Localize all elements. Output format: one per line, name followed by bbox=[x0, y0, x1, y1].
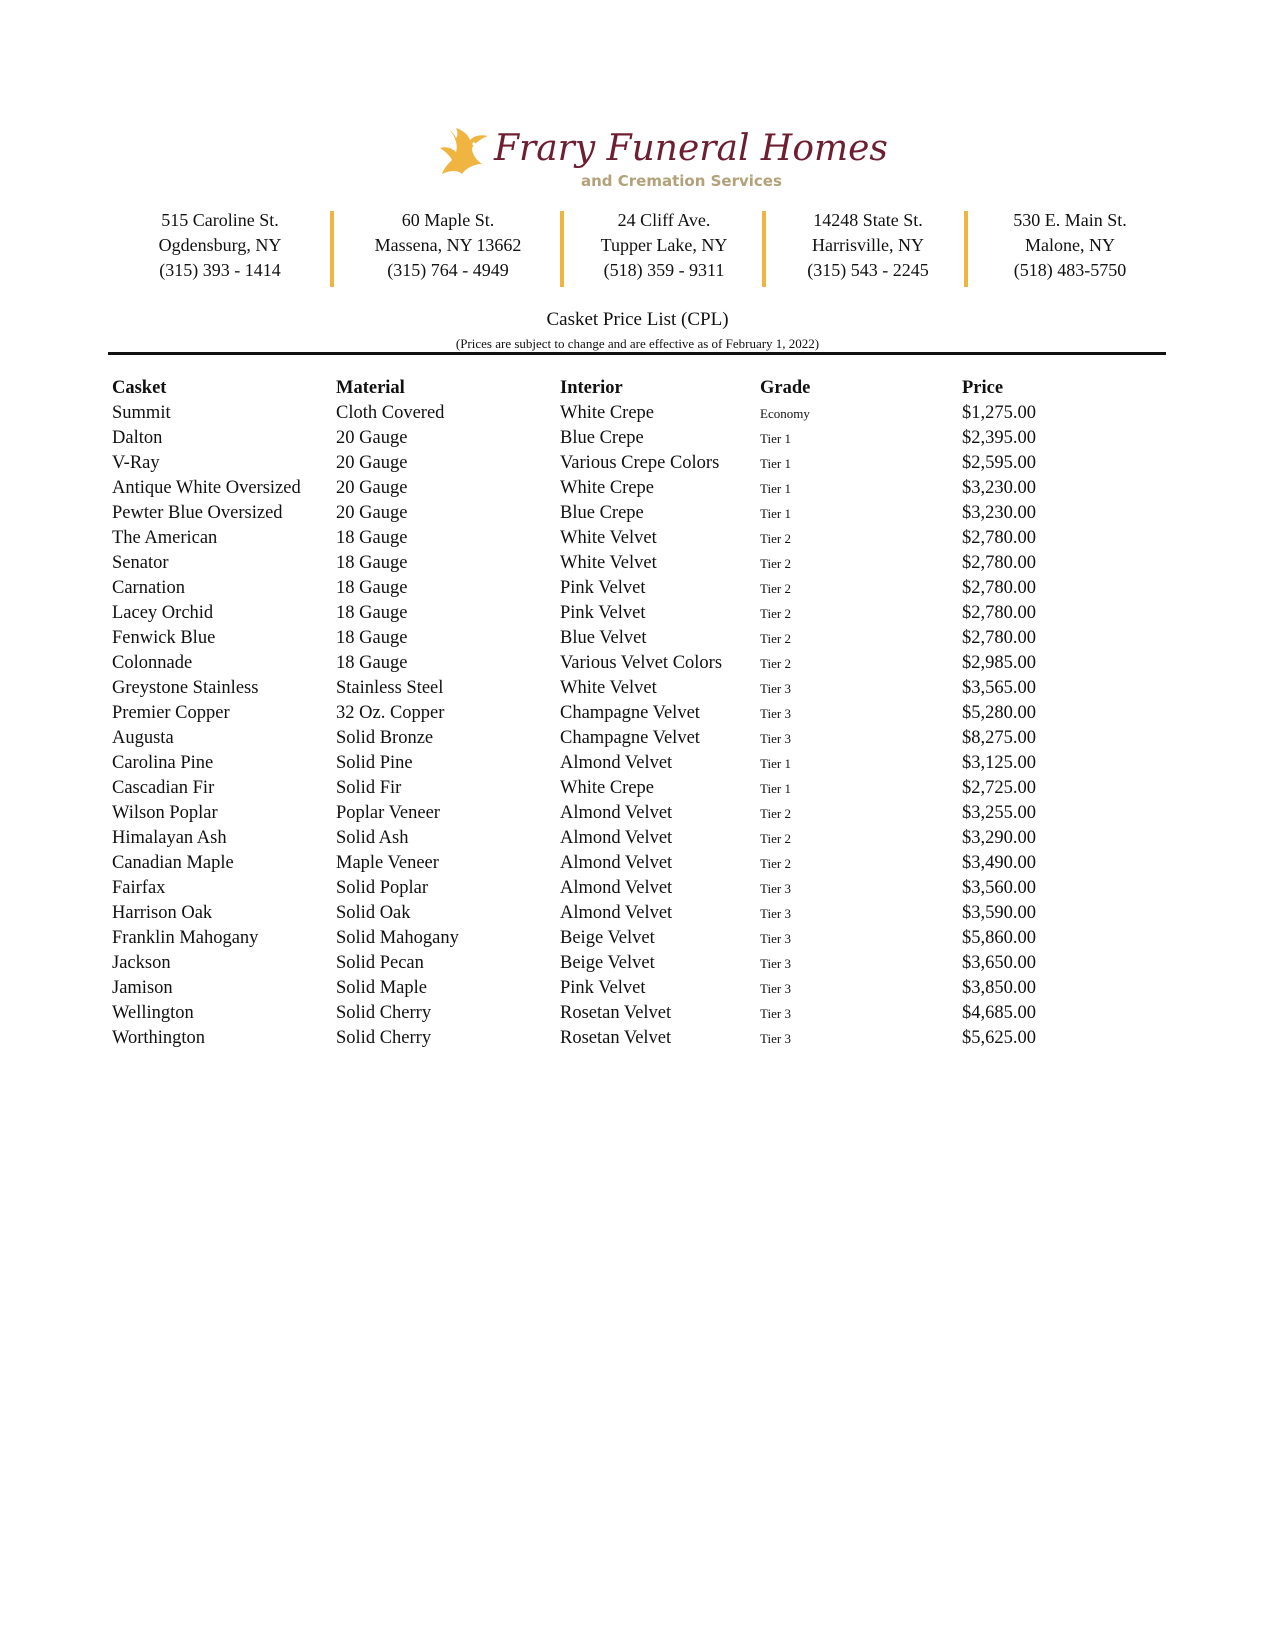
location-phone: (315) 543 - 2245 bbox=[807, 260, 929, 280]
table-row bbox=[108, 851, 1148, 876]
cell-price: $3,565.00 bbox=[962, 678, 1036, 698]
cell-price: $4,685.00 bbox=[962, 1003, 1036, 1023]
header-rule bbox=[108, 352, 1166, 355]
cell-interior: Almond Velvet bbox=[560, 803, 673, 823]
cell-material: 18 Gauge bbox=[336, 603, 408, 623]
table-row bbox=[108, 476, 1148, 501]
cell-price: $3,850.00 bbox=[962, 978, 1036, 998]
cell-grade: Tier 2 bbox=[760, 631, 791, 646]
cell-grade: Tier 3 bbox=[760, 881, 791, 896]
cell-interior: Pink Velvet bbox=[560, 978, 646, 998]
cell-casket: Antique White Oversized bbox=[112, 478, 301, 498]
cell-casket: Dalton bbox=[112, 428, 163, 448]
table-row bbox=[108, 401, 1148, 426]
cell-price: $5,860.00 bbox=[962, 928, 1036, 948]
cell-grade: Tier 2 bbox=[760, 606, 791, 621]
cell-material: Solid Fir bbox=[336, 778, 402, 798]
cell-price: $3,230.00 bbox=[962, 478, 1036, 498]
location-divider bbox=[330, 211, 334, 287]
cell-grade: Tier 1 bbox=[760, 456, 791, 471]
cell-material: Stainless Steel bbox=[336, 678, 444, 698]
cell-interior: Blue Crepe bbox=[560, 428, 644, 448]
location-phone: (315) 393 - 1414 bbox=[159, 260, 281, 280]
cell-casket: Summit bbox=[112, 403, 171, 423]
location-street: 14248 State St. bbox=[813, 210, 923, 230]
locations-row bbox=[118, 208, 1168, 288]
cell-material: Solid Ash bbox=[336, 828, 409, 848]
cell-interior: Almond Velvet bbox=[560, 903, 673, 923]
cell-material: 20 Gauge bbox=[336, 453, 408, 473]
cell-grade: Tier 3 bbox=[760, 906, 791, 921]
brand-tagline: and Cremation Services bbox=[581, 172, 782, 190]
cell-casket: The American bbox=[112, 528, 218, 548]
cell-casket: Carnation bbox=[112, 578, 185, 598]
cell-interior: Rosetan Velvet bbox=[560, 1003, 672, 1023]
page-title: Casket Price List (CPL) bbox=[546, 309, 729, 330]
table-row bbox=[108, 576, 1148, 601]
cell-grade: Tier 2 bbox=[760, 581, 791, 596]
cell-grade: Tier 1 bbox=[760, 431, 791, 446]
cell-casket: Jamison bbox=[112, 978, 173, 998]
table-row bbox=[108, 701, 1148, 726]
location-phone: (518) 359 - 9311 bbox=[603, 260, 725, 280]
cell-interior: Champagne Velvet bbox=[560, 703, 700, 723]
table-header-row bbox=[108, 376, 1148, 401]
cell-material: Solid Pecan bbox=[336, 953, 424, 973]
cell-interior: Pink Velvet bbox=[560, 578, 646, 598]
table-row bbox=[108, 876, 1148, 901]
cell-price: $8,275.00 bbox=[962, 728, 1036, 748]
cell-grade: Tier 2 bbox=[760, 531, 791, 546]
location-city: Harrisville, NY bbox=[812, 235, 924, 255]
cell-price: $2,595.00 bbox=[962, 453, 1036, 473]
cell-interior: Pink Velvet bbox=[560, 603, 646, 623]
cell-interior: White Crepe bbox=[560, 478, 654, 498]
cell-grade: Tier 3 bbox=[760, 931, 791, 946]
cell-interior: Almond Velvet bbox=[560, 853, 673, 873]
cell-material: 18 Gauge bbox=[336, 553, 408, 573]
cell-grade: Tier 3 bbox=[760, 731, 791, 746]
cell-material: Cloth Covered bbox=[336, 403, 445, 423]
cell-interior: Beige Velvet bbox=[560, 928, 655, 948]
cell-material: Solid Cherry bbox=[336, 1028, 432, 1048]
cell-price: $2,985.00 bbox=[962, 653, 1036, 673]
table-row bbox=[108, 901, 1148, 926]
location-malone bbox=[968, 208, 1172, 283]
cell-material: 18 Gauge bbox=[336, 628, 408, 648]
table-row bbox=[108, 676, 1148, 701]
cell-material: Solid Oak bbox=[336, 903, 411, 923]
cell-casket: Cascadian Fir bbox=[112, 778, 215, 798]
cell-grade: Tier 3 bbox=[760, 981, 791, 996]
cell-price: $3,230.00 bbox=[962, 503, 1036, 523]
cell-interior: White Velvet bbox=[560, 528, 657, 548]
table-row bbox=[108, 526, 1148, 551]
cell-casket: Himalayan Ash bbox=[112, 828, 227, 848]
cell-interior: White Velvet bbox=[560, 553, 657, 573]
cell-grade: Economy bbox=[760, 406, 810, 421]
cell-material: Poplar Veneer bbox=[336, 803, 440, 823]
cell-interior: Various Velvet Colors bbox=[560, 653, 723, 673]
brand-name: Frary Funeral Homes bbox=[494, 128, 888, 169]
cell-material: 18 Gauge bbox=[336, 528, 408, 548]
cell-casket: Wellington bbox=[112, 1003, 194, 1023]
cell-casket: Carolina Pine bbox=[112, 753, 214, 773]
cell-casket: Jackson bbox=[112, 953, 171, 973]
cell-interior: White Crepe bbox=[560, 403, 654, 423]
location-massena bbox=[346, 208, 550, 283]
cell-casket: Premier Copper bbox=[112, 703, 230, 723]
location-phone: (518) 483-5750 bbox=[1013, 260, 1127, 280]
cell-grade: Tier 2 bbox=[760, 831, 791, 846]
cell-grade: Tier 3 bbox=[760, 706, 791, 721]
cell-price: $3,590.00 bbox=[962, 903, 1036, 923]
cell-casket: Senator bbox=[112, 553, 169, 573]
cell-price: $1,275.00 bbox=[962, 403, 1036, 423]
table-row bbox=[108, 726, 1148, 751]
cell-interior: Rosetan Velvet bbox=[560, 1028, 672, 1048]
table-row bbox=[108, 776, 1148, 801]
cell-interior: Almond Velvet bbox=[560, 753, 673, 773]
location-tupper-lake bbox=[562, 208, 766, 283]
table-row bbox=[108, 926, 1148, 951]
location-city: Malone, NY bbox=[1025, 235, 1115, 255]
location-street: 60 Maple St. bbox=[401, 210, 495, 230]
cell-grade: Tier 1 bbox=[760, 756, 791, 771]
table-row bbox=[108, 601, 1148, 626]
table-row bbox=[108, 651, 1148, 676]
cell-casket: V-Ray bbox=[112, 453, 160, 473]
cell-material: 20 Gauge bbox=[336, 478, 408, 498]
location-city: Ogdensburg, NY bbox=[158, 235, 282, 255]
location-harrisville bbox=[766, 208, 970, 283]
dove-icon bbox=[436, 124, 492, 186]
cell-price: $3,125.00 bbox=[962, 753, 1036, 773]
cell-price: $2,395.00 bbox=[962, 428, 1036, 448]
location-street: 515 Caroline St. bbox=[161, 210, 279, 230]
table-row bbox=[108, 451, 1148, 476]
cell-interior: Blue Crepe bbox=[560, 503, 644, 523]
cell-grade: Tier 1 bbox=[760, 781, 791, 796]
cell-interior: Blue Velvet bbox=[560, 628, 647, 648]
cell-grade: Tier 2 bbox=[760, 806, 791, 821]
cell-casket: Colonnade bbox=[112, 653, 193, 673]
location-street: 530 E. Main St. bbox=[1013, 210, 1127, 230]
cell-material: Solid Maple bbox=[336, 978, 427, 998]
cell-grade: Tier 2 bbox=[760, 656, 791, 671]
cell-grade: Tier 1 bbox=[760, 481, 791, 496]
cell-grade: Tier 3 bbox=[760, 681, 791, 696]
cell-price: $2,725.00 bbox=[962, 778, 1036, 798]
cell-price: $2,780.00 bbox=[962, 578, 1036, 598]
cell-material: Solid Mahogany bbox=[336, 928, 459, 948]
cell-price: $3,255.00 bbox=[962, 803, 1036, 823]
column-header: Material bbox=[336, 378, 405, 398]
cell-material: 20 Gauge bbox=[336, 503, 408, 523]
cell-price: $3,650.00 bbox=[962, 953, 1036, 973]
cell-casket: Greystone Stainless bbox=[112, 678, 259, 698]
cell-casket: Pewter Blue Oversized bbox=[112, 503, 283, 523]
table-row bbox=[108, 426, 1148, 451]
cell-grade: Tier 2 bbox=[760, 856, 791, 871]
cell-casket: Canadian Maple bbox=[112, 853, 234, 873]
cell-price: $2,780.00 bbox=[962, 603, 1036, 623]
cell-interior: Almond Velvet bbox=[560, 878, 673, 898]
column-header: Grade bbox=[760, 378, 811, 398]
column-header: Casket bbox=[112, 378, 167, 398]
cell-casket: Worthington bbox=[112, 1028, 206, 1048]
table-row bbox=[108, 501, 1148, 526]
brand-logo bbox=[436, 124, 888, 194]
cell-interior: Almond Velvet bbox=[560, 828, 673, 848]
cell-grade: Tier 3 bbox=[760, 1006, 791, 1021]
table-row bbox=[108, 1026, 1148, 1051]
location-city: Massena, NY 13662 bbox=[374, 235, 522, 255]
cell-interior: Beige Velvet bbox=[560, 953, 655, 973]
cell-material: Solid Cherry bbox=[336, 1003, 432, 1023]
cell-grade: Tier 1 bbox=[760, 506, 791, 521]
cell-casket: Fairfax bbox=[112, 878, 166, 898]
location-phone: (315) 764 - 4949 bbox=[387, 260, 509, 280]
page-subtitle: (Prices are subject to change and are effective as of February 1, 2022) bbox=[455, 336, 820, 351]
cell-material: 18 Gauge bbox=[336, 653, 408, 673]
cell-casket: Fenwick Blue bbox=[112, 628, 216, 648]
cell-material: 18 Gauge bbox=[336, 578, 408, 598]
location-street: 24 Cliff Ave. bbox=[617, 210, 711, 230]
table-row bbox=[108, 1001, 1148, 1026]
cell-casket: Wilson Poplar bbox=[112, 803, 218, 823]
column-header: Price bbox=[962, 378, 1004, 398]
table-row bbox=[108, 976, 1148, 1001]
cell-price: $5,625.00 bbox=[962, 1028, 1036, 1048]
cell-casket: Augusta bbox=[112, 728, 174, 748]
table-row bbox=[108, 751, 1148, 776]
cell-material: Solid Bronze bbox=[336, 728, 434, 748]
cell-material: Solid Poplar bbox=[336, 878, 428, 898]
table-row bbox=[108, 951, 1148, 976]
cell-grade: Tier 3 bbox=[760, 956, 791, 971]
table-row bbox=[108, 826, 1148, 851]
location-city: Tupper Lake, NY bbox=[600, 235, 728, 255]
cell-grade: Tier 3 bbox=[760, 1031, 791, 1046]
cell-price: $3,560.00 bbox=[962, 878, 1036, 898]
table-row bbox=[108, 551, 1148, 576]
cell-material: Solid Pine bbox=[336, 753, 413, 773]
cell-material: 20 Gauge bbox=[336, 428, 408, 448]
cell-interior: Champagne Velvet bbox=[560, 728, 700, 748]
location-ogdensburg bbox=[118, 208, 322, 283]
cell-price: $2,780.00 bbox=[962, 528, 1036, 548]
cell-interior: White Velvet bbox=[560, 678, 657, 698]
table-row bbox=[108, 801, 1148, 826]
table-row bbox=[108, 626, 1148, 651]
column-header: Interior bbox=[560, 378, 623, 398]
cell-casket: Franklin Mahogany bbox=[112, 928, 259, 948]
cell-price: $2,780.00 bbox=[962, 553, 1036, 573]
cell-interior: White Crepe bbox=[560, 778, 654, 798]
cell-interior: Various Crepe Colors bbox=[560, 453, 720, 473]
cell-grade: Tier 2 bbox=[760, 556, 791, 571]
cell-price: $2,780.00 bbox=[962, 628, 1036, 648]
cell-casket: Lacey Orchid bbox=[112, 603, 214, 623]
cell-price: $5,280.00 bbox=[962, 703, 1036, 723]
cell-material: Maple Veneer bbox=[336, 853, 439, 873]
cell-casket: Harrison Oak bbox=[112, 903, 213, 923]
price-table bbox=[108, 376, 1148, 1051]
cell-price: $3,490.00 bbox=[962, 853, 1036, 873]
cell-material: 32 Oz. Copper bbox=[336, 703, 445, 723]
cell-price: $3,290.00 bbox=[962, 828, 1036, 848]
